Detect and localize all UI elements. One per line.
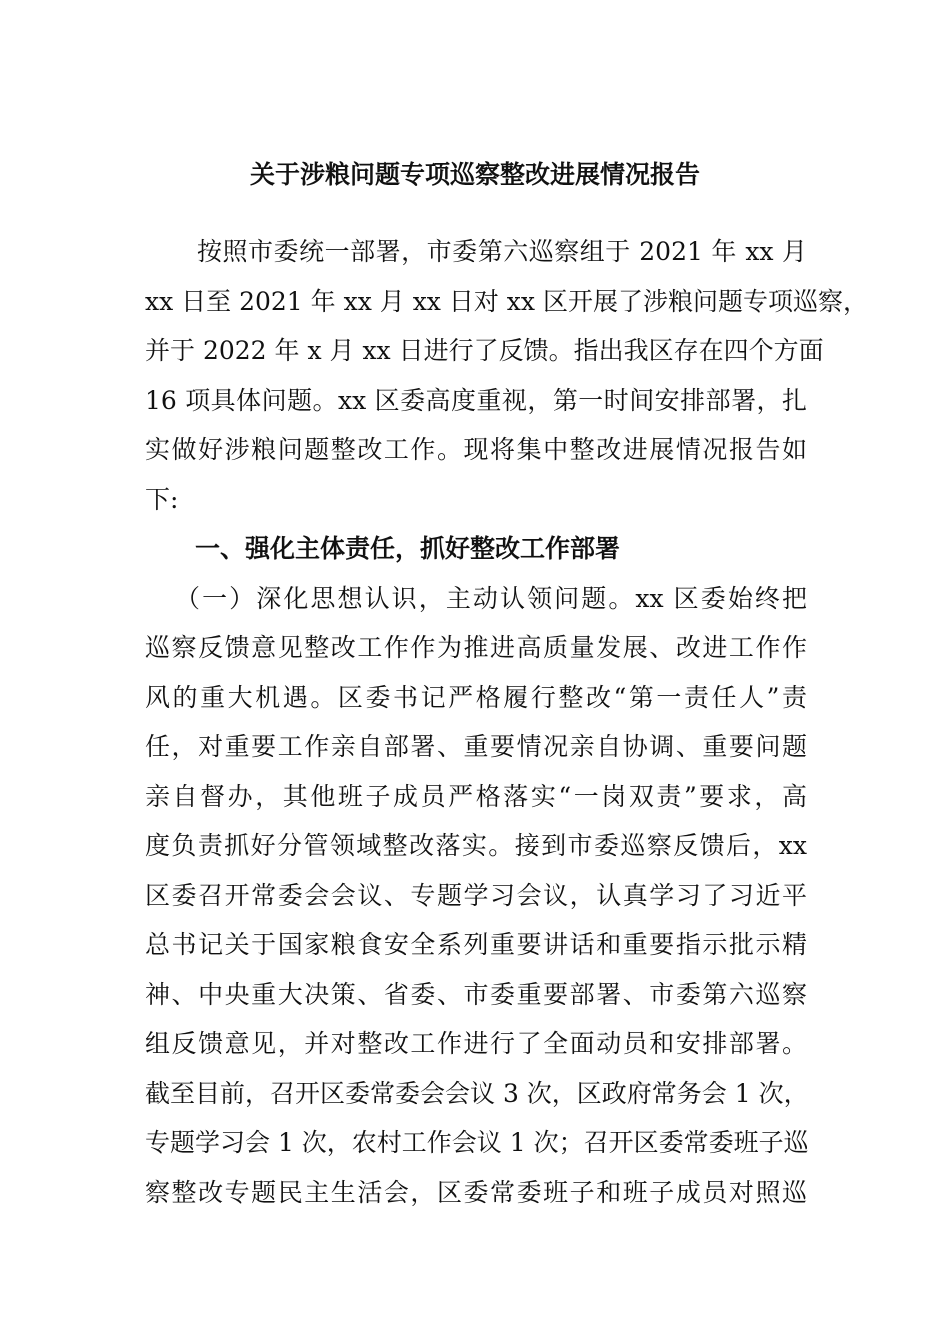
paragraph-line: 区委召开常委会会议、专题学习会议，认真学习了习近平 (145, 881, 807, 910)
paragraph-line: 截至目前，召开区委常委会会议 3 次，区政府常务会 1 次， (145, 1079, 809, 1108)
paragraph-line: 巡察反馈意见整改工作作为推进高质量发展、改进工作作 (145, 633, 807, 662)
paragraph-line: 神、中央重大决策、省委、市委重要部署、市委第六巡察 (145, 980, 807, 1009)
paragraph-line: 总书记关于国家粮食安全系列重要讲话和重要指示批示精 (145, 930, 807, 959)
section-heading: 一、强化主体责任，抓好整改工作部署 (195, 534, 621, 563)
paragraph-line: 实做好涉粮问题整改工作。现将集中整改进展情况报告如 (145, 435, 807, 464)
paragraph-line: 专题学习会 1 次，农村工作会议 1 次；召开区委常委班子巡 (145, 1128, 809, 1157)
paragraph-line: 16 项具体问题。xx 区委高度重视，第一时间安排部署，扎 (145, 386, 807, 415)
paragraph-line: 察整改专题民主生活会，区委常委班子和班子成员对照巡 (145, 1178, 807, 1207)
paragraph-line: 组反馈意见，并对整改工作进行了全面动员和安排部署。 (145, 1029, 807, 1058)
paragraph-line: 并于 2022 年 x 月 xx 日进行了反馈。指出我区存在四个方面 (145, 336, 824, 365)
paragraph-line: 按照市委统一部署，市委第六巡察组于 2021 年 xx 月 (197, 237, 807, 266)
paragraph-line: 风的重大机遇。区委书记严格履行整改“第一责任人”责 (145, 683, 807, 712)
document-title: 关于涉粮问题专项巡察整改进展情况报告 (249, 160, 700, 189)
paragraph-line: 亲自督办，其他班子成员严格落实“一岗双责”要求，高 (145, 782, 807, 811)
paragraph-line: xx 日至 2021 年 xx 月 xx 日对 xx 区开展了涉粮问题专项巡察， (145, 287, 868, 316)
paragraph-line: 下: (145, 485, 179, 514)
paragraph-line: 任，对重要工作亲自部署、重要情况亲自协调、重要问题 (145, 732, 807, 761)
paragraph-line: 度负责抓好分管领域整改落实。接到市委巡察反馈后，xx (145, 831, 807, 860)
subsection-line: （一）深化思想认识，主动认领问题。xx 区委始终把 (175, 584, 807, 613)
